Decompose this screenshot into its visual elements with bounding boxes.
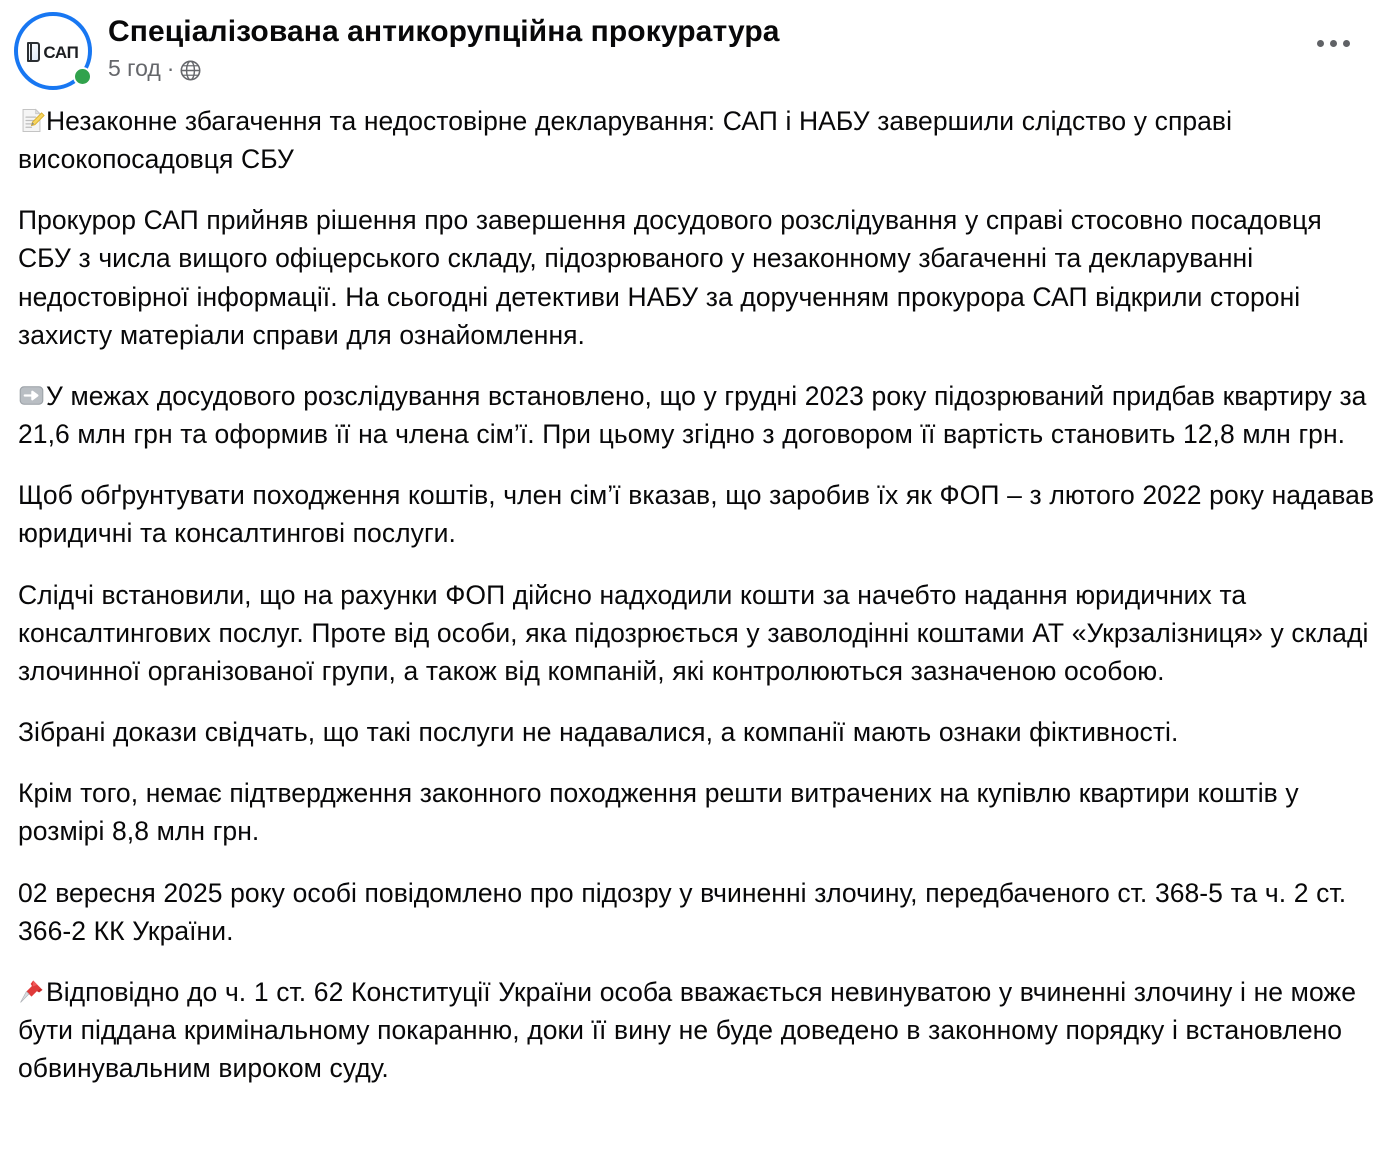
post-paragraph-headline	[18, 102, 1382, 178]
post-header	[0, 0, 1400, 96]
page-name[interactable]: Спеціалізована антикорупційна прокуратура	[108, 15, 780, 48]
post-paragraph-evidence: Зібрані докази свідчать, що такі послуги не надавалися, а компанії мають ознаки фіктивності.	[18, 717, 1179, 748]
online-status-badge	[73, 67, 92, 86]
post-options-button[interactable]	[1306, 26, 1360, 60]
book-icon	[27, 42, 40, 62]
post-message	[0, 102, 1400, 1087]
headline-text: Незаконне збагачення та недостовірне декларування: САП і НАБУ завершили слідство у справі високопосадовця СБУ	[18, 106, 1233, 175]
more-dot	[1317, 40, 1324, 47]
avatar-label: САП	[43, 42, 79, 62]
presumption-text: Відповідно до ч. 1 ст. 62 Конституції України особа вважається невинуватою у вчиненні злочину і не може бути піддана кримінальному покаранню, доки її вину не буде доведено в законному порядку і встановлено обвинувальним вироком суду.	[18, 976, 1356, 1084]
avatar[interactable]	[14, 12, 92, 90]
post-paragraph-fop: Щоб обґрунтувати походження коштів, член сім’ї вказав, що заробив їх як ФОП – з лютого 2022 року надавав юридичні та консалтингові послуги.	[18, 480, 1375, 549]
post-paragraph-intro: Прокурор САП прийняв рішення про завершення досудового розслідування у справі стосовно посадовця СБУ з числа вищого офіцерського складу, підозрюваного у незаконному збагаченні та декларуванні недостовірної інформації. На сьогодні детективи НАБУ за дорученням прокурора САП відкрили стороні захисту матеріали справи для ознайомлення.	[18, 205, 1322, 350]
post-meta	[108, 55, 780, 83]
post-paragraph-apartment	[18, 377, 1382, 453]
post-paragraph-remainder: Крім того, немає підтвердження законного походження решти витрачених на купівлю квартири коштів у розмірі 8,8 млн грн.	[18, 778, 1299, 847]
globe-icon[interactable]	[180, 60, 201, 81]
apartment-text: У межах досудового розслідування встановлено, що у грудні 2023 року підозрюваний придбав квартиру за 21,6 млн грн та оформив її на члена сім’ї. При цьому згідно з договором її вартість становить 12,8 млн грн.	[18, 380, 1367, 450]
post-paragraph-charges: 02 вересня 2025 року особі повідомлено про підозру у вчиненні злочину, передбаченого ст. 368-5 та ч. 2 ст. 366-2 КК України.	[18, 877, 1347, 946]
memo-emoji	[18, 107, 45, 134]
post-header-text	[92, 10, 780, 83]
post-timestamp[interactable]: 5 год	[108, 55, 161, 81]
right-arrow-emoji	[18, 382, 45, 409]
more-dot	[1343, 40, 1350, 47]
post-paragraph-investigation: Слідчі встановили, що на рахунки ФОП дійсно надходили кошти за начебто надання юридичних та консалтингових послуг. Проте від особи, яка підозрюється у заволодінні коштами АТ «Укрзалізниця» у складі злочинної організованої групи, а також від компаній, які контролюються зазначеною особою.	[18, 579, 1369, 686]
post-paragraph-presumption	[18, 973, 1382, 1087]
more-dot	[1330, 40, 1337, 47]
meta-separator: ·	[166, 55, 175, 81]
pushpin-emoji	[18, 978, 45, 1005]
